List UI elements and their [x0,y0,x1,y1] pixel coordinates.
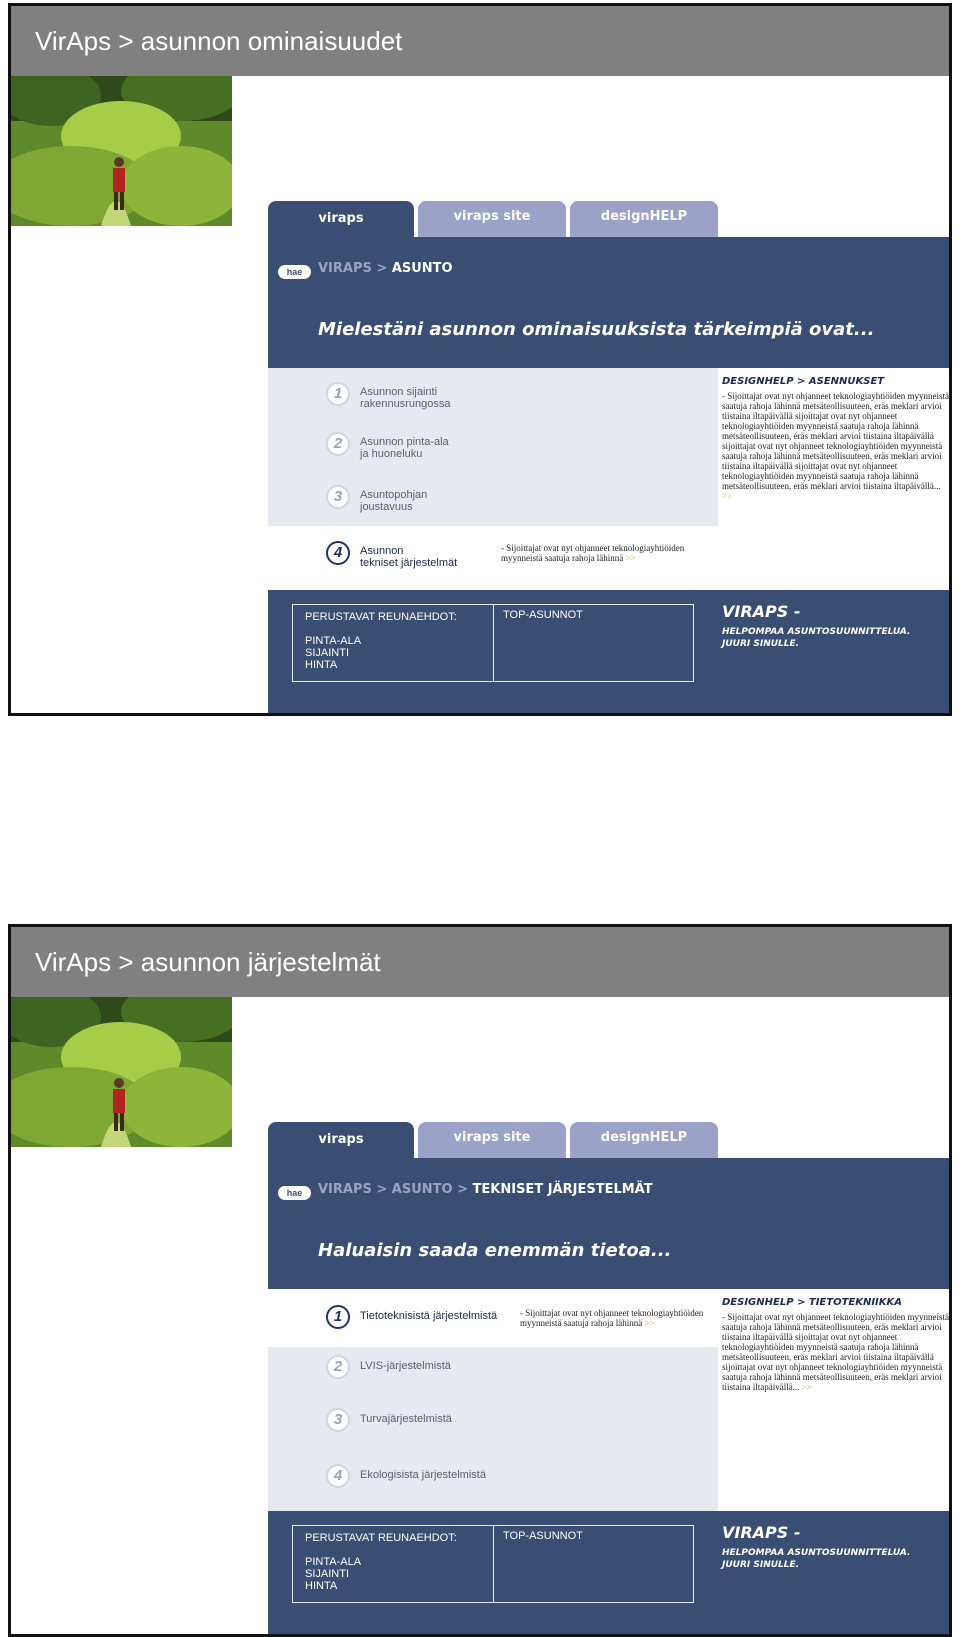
number-badge: 4 [326,541,350,565]
condition-item[interactable]: PINTA-ALA [305,635,362,647]
panel-body: - Sijoittajat ovat nyt ohjanneet teknologiayhtiöiden myynneistä saatuja rahoja lähinnä metsäteollisuuteen, eräs meklari arvioi tiistaina iltapäivällä sijoittajat ovat nyt ohjanneet teknologiayhtiöiden myynneistä saatuja rahoja lähinnä metsäteollisuuteen, eräs meklari arvioi tiistaina iltapäivällä sijoittajat ovat nyt ohjanneet teknologiayhtiöiden myynneistä saatuja rahoja lähinnä metsäteollisuuteen, eräs meklari arvioi tiistaina iltapäivällä... [722,1312,949,1392]
box-divider [493,605,494,681]
option-list [268,1289,718,1511]
top-apartments-label[interactable]: TOP-ASUNNOT [503,609,583,621]
item-label: Tietoteknisistä järjestelmistä [360,1310,498,1322]
tab-bar [268,1122,952,1158]
brand-logo: VIRAPS - [722,1523,801,1542]
tagline-line: JUURI SINULLE. [722,639,800,649]
option-list [268,368,718,590]
number-badge: 4 [326,1464,350,1488]
headline: Haluaisin saada enemmän tietoa... [318,1240,672,1261]
designhelp-panel [722,1297,952,1392]
number-badge: 1 [326,382,350,406]
more-link[interactable]: >> [722,491,733,501]
tab-bar [268,201,952,237]
designhelp-panel [722,376,952,501]
number-badge: 1 [326,1305,350,1329]
footer [268,1511,952,1637]
garden-photo [11,997,232,1147]
number-badge: 2 [326,432,350,456]
tab-viraps-site[interactable]: viraps site [418,201,566,237]
page-header [268,1158,952,1289]
panel-title: DESIGNHELP > TIETOTEKNIIKKA [722,1297,903,1308]
tagline [722,626,910,650]
viraps-site-mockup [268,201,952,716]
condition-item[interactable]: HINTA [305,659,338,671]
more-link[interactable]: >> [625,553,636,563]
tab-viraps[interactable]: viraps [268,1122,414,1158]
item-label: Asuntopohjan joustavuus [360,489,428,513]
item-label: Ekologisista järjestelmistä [360,1469,486,1481]
slide-2 [8,924,952,1637]
item-label: Asunnon sijainti rakennusrungossa [360,386,451,410]
breadcrumb [318,1182,653,1197]
more-link[interactable]: >> [801,1382,812,1392]
search-button[interactable]: hae [278,1186,311,1200]
headline: Mielestäni asunnon ominaisuuksista tärkeimpiä ovat... [318,319,875,340]
slide-1 [8,3,952,716]
box-divider [493,1526,494,1602]
breadcrumb-prefix[interactable]: VIRAPS > ASUNTO > [318,1182,473,1197]
panel-text [722,1312,952,1392]
more-link[interactable]: >> [644,1318,655,1328]
tagline-line: HELPOMPAA ASUNTOSUUNNITTELUA. [722,627,911,637]
footer [268,590,952,716]
tagline-line: JUURI SINULLE. [722,1560,800,1570]
conditions-title: PERUSTAVAT REUNAEHDOT: [305,611,457,623]
number-badge: 3 [326,485,350,509]
viraps-site-mockup [268,1122,952,1637]
breadcrumb-current: TEKNISET JÄRJESTELMÄT [472,1182,653,1197]
page-header [268,237,952,368]
panel-title: DESIGNHELP > ASENNUKSET [722,376,885,387]
item-label: Asunnon tekniset järjestelmät [360,545,458,569]
condition-item[interactable]: PINTA-ALA [305,1556,362,1568]
tagline [722,1547,910,1571]
item-label: Turvajärjestelmistä [360,1413,452,1425]
slide-title: VirAps > asunnon järjestelmät [11,927,949,997]
conditions-box [292,1525,694,1603]
tab-designhelp[interactable]: designHELP [570,1122,718,1158]
number-badge: 3 [326,1408,350,1432]
garden-photo [11,76,232,226]
item-label: LVIS-järjestelmistä [360,1360,451,1372]
slide-title: VirAps > asunnon ominaisuudet [11,6,949,76]
tab-designhelp[interactable]: designHELP [570,201,718,237]
panel-body: - Sijoittajat ovat nyt ohjanneet teknologiayhtiöiden myynneistä saatuja rahoja lähinnä metsäteollisuuteen, eräs meklari arvioi tiistaina iltapäivällä sijoittajat ovat nyt ohjanneet teknologiayhtiöiden myynneistä saatuja rahoja lähinnä metsäteollisuuteen, eräs meklari arvioi tiistaina iltapäivällä sijoittajat ovat nyt ohjanneet teknologiayhtiöiden myynneistä saatuja rahoja lähinnä metsäteollisuuteen, eräs meklari arvioi tiistaina iltapäivällä sijoittajat ovat nyt ohjanneet teknologiayhtiöiden myynneistä saatuja rahoja lähinnä metsäteollisuuteen, eräs meklari arvioi tiistaina iltapäivällä... [722,391,949,491]
brand-logo: VIRAPS - [722,602,801,621]
top-apartments-label[interactable]: TOP-ASUNNOT [503,1530,583,1542]
tagline-line: HELPOMPAA ASUNTOSUUNNITTELUA. [722,1548,911,1558]
tab-viraps-site[interactable]: viraps site [418,1122,566,1158]
item-description [501,543,701,563]
item-description-text: - Sijoittajat ovat nyt ohjanneet teknologiayhtiöiden myynneistä saatuja rahoja lähinnä [501,543,685,563]
condition-item[interactable]: HINTA [305,1580,338,1592]
tab-viraps[interactable]: viraps [268,201,414,237]
item-label: Asunnon pinta-ala ja huoneluku [360,436,449,460]
conditions-title: PERUSTAVAT REUNAEHDOT: [305,1532,457,1544]
number-badge: 2 [326,1355,350,1379]
panel-text [722,391,952,501]
condition-item[interactable]: SIJAINTI [305,1568,350,1580]
breadcrumb-prefix[interactable]: VIRAPS > [318,261,392,276]
search-button[interactable]: hae [278,265,311,279]
conditions-list [305,1556,361,1592]
item-description [520,1308,720,1328]
breadcrumb [318,261,453,276]
item-description-text: - Sijoittajat ovat nyt ohjanneet teknologiayhtiöiden myynneistä saatuja rahoja lähinnä [520,1308,704,1328]
breadcrumb-current: ASUNTO [391,261,453,276]
conditions-list [305,635,361,671]
condition-item[interactable]: SIJAINTI [305,647,350,659]
conditions-box [292,604,694,682]
